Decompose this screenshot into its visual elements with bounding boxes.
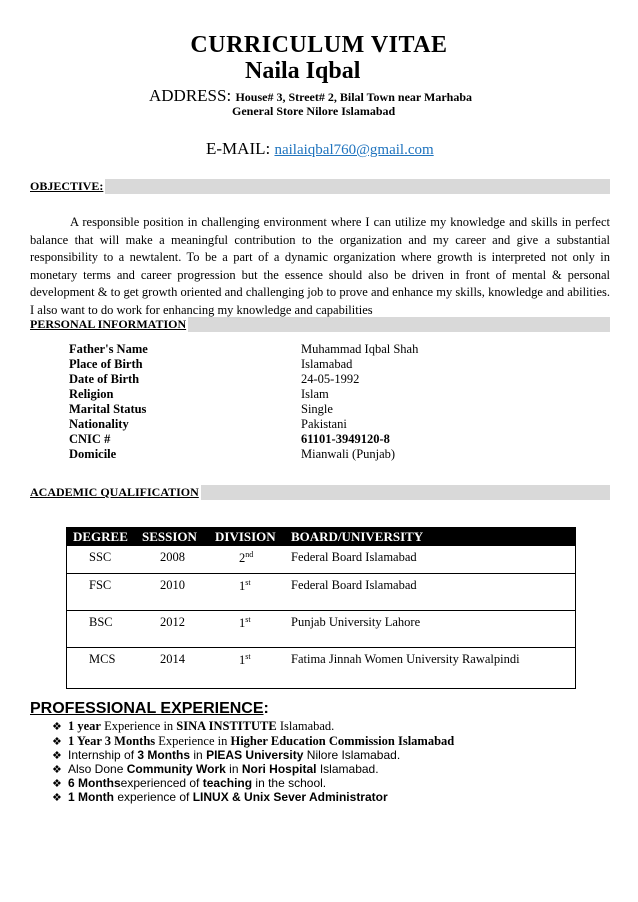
cell-session: 2014 — [160, 652, 185, 666]
personal-section-bar — [30, 317, 610, 332]
personal-label: Marital Status — [69, 402, 147, 416]
personal-value: Mianwali (Punjab) — [301, 447, 396, 461]
col-division: DIVISION — [215, 529, 276, 544]
academic-heading: ACADEMIC QUALIFICATION — [30, 485, 199, 499]
bullet-diamond-icon: ❖ — [52, 721, 62, 733]
personal-label: CNIC # — [69, 432, 111, 446]
experience-text: PIEAS University — [206, 748, 304, 762]
cell-degree: BSC — [89, 615, 113, 629]
candidate-name: Naila Iqbal — [245, 58, 361, 84]
address-line1: House# 3, Street# 2, Bilal Town near Marhaba — [235, 90, 473, 104]
experience-text: 3 Months — [137, 748, 191, 762]
experience-item — [52, 734, 454, 749]
experience-heading — [30, 700, 269, 718]
experience-text: experience of — [114, 790, 193, 804]
email-link[interactable]: nailaiqbal760@gmail.com — [274, 142, 434, 158]
cell-board: Fatima Jinnah Women University Rawalpindi — [291, 652, 520, 666]
personal-heading: PERSONAL INFORMATION — [30, 317, 187, 331]
personal-value: Islamabad — [301, 357, 353, 371]
table-row — [67, 610, 575, 648]
cell-board: Federal Board Islamabad — [291, 578, 417, 592]
cell-degree: SSC — [89, 550, 112, 564]
experience-text: 1 Month — [68, 790, 114, 804]
academic-table — [66, 527, 576, 689]
cell-division: 2nd — [239, 550, 254, 566]
experience-text: SINA INSTITUTE — [176, 719, 277, 733]
cell-session: 2012 — [160, 615, 185, 629]
bullet-diamond-icon: ❖ — [52, 764, 62, 776]
personal-label: Religion — [69, 387, 114, 401]
cell-division: 1st — [239, 578, 251, 594]
experience-text: LINUX & Unix Sever Administrator — [192, 790, 388, 804]
personal-value: 24-05-1992 — [301, 372, 360, 386]
document-title: CURRICULUM VITAE — [190, 32, 448, 58]
experience-text: 1 year — [68, 719, 101, 733]
experience-text: in the school. — [252, 776, 327, 790]
division-suffix: st — [245, 578, 251, 587]
bullet-diamond-icon: ❖ — [52, 750, 62, 762]
personal-label: Domicile — [69, 447, 117, 461]
cell-session: 2010 — [160, 578, 185, 592]
experience-text: 1 Year 3 Months — [68, 734, 156, 748]
email-label: E-MAIL: — [206, 139, 271, 158]
experience-heading-text: PROFESSIONAL EXPERIENCE — [30, 700, 264, 717]
personal-value: 61101-3949120-8 — [301, 432, 390, 446]
academic-section-bar — [30, 485, 610, 500]
objective-text: A responsible position in challenging environment where I can utilize my knowledge and skills in perfect balance that will make a meaningful contribution to the organization and my career and give a substantial responsibility to a newtalent. To be a part of a dynamic organization where growth is interpreted not only in monetary terms and career progression but the essence should also be driven in front of mental & personal development & to get growth oriented and challenging job to prove and enhance my skills, knowledge and abilities. I also want to do work for enhancing my knowledge and capabilities — [30, 215, 610, 317]
experience-heading-colon: : — [263, 700, 269, 717]
experience-text: Community Work — [126, 762, 226, 776]
cell-division: 1st — [239, 615, 251, 631]
experience-text: Higher Education Commission Islamabad — [230, 734, 455, 748]
personal-value: Single — [301, 402, 333, 416]
table-row — [67, 647, 575, 688]
personal-value: Muhammad Iqbal Shah — [301, 342, 419, 356]
objective-section-bar — [30, 179, 610, 194]
experience-text: experienced of — [120, 776, 203, 790]
experience-text: 6 Months — [68, 776, 121, 790]
cell-degree: FSC — [89, 578, 112, 592]
division-suffix: st — [245, 615, 251, 624]
bullet-diamond-icon: ❖ — [52, 736, 62, 748]
cell-division: 1st — [239, 652, 251, 668]
cell-board: Federal Board Islamabad — [291, 550, 417, 564]
personal-label: Father's Name — [69, 342, 148, 356]
cell-degree: MCS — [89, 652, 116, 666]
address-label: ADDRESS: — [149, 86, 232, 105]
table-row — [67, 546, 575, 573]
personal-value: Islam — [301, 387, 329, 401]
experience-text: Nilore Islamabad. — [303, 748, 401, 762]
bullet-diamond-icon: ❖ — [52, 778, 62, 790]
division-suffix: st — [245, 652, 251, 661]
division-suffix: nd — [245, 550, 254, 559]
experience-text: Also Done — [68, 762, 127, 776]
table-row — [67, 573, 575, 611]
personal-label: Date of Birth — [69, 372, 140, 386]
experience-text: Islamabad. — [316, 762, 379, 776]
experience-item — [52, 748, 400, 762]
bullet-diamond-icon: ❖ — [52, 792, 62, 804]
col-degree: DEGREE — [73, 529, 128, 544]
email-row — [206, 139, 434, 159]
col-session: SESSION — [142, 529, 197, 544]
academic-table-header — [67, 528, 575, 546]
experience-item — [52, 719, 334, 734]
experience-item — [52, 790, 388, 804]
personal-label: Place of Birth — [69, 357, 143, 371]
experience-text: in — [225, 762, 242, 776]
cell-session: 2008 — [160, 550, 185, 564]
cell-board: Punjab University Lahore — [291, 615, 421, 629]
experience-item — [52, 762, 379, 776]
personal-value: Pakistani — [301, 417, 347, 431]
address-line2: General Store Nilore Islamabad — [232, 104, 396, 118]
experience-text: Islamabad. — [276, 719, 335, 733]
objective-heading: OBJECTIVE: — [30, 179, 104, 193]
col-board: BOARD/UNIVERSITY — [291, 529, 424, 544]
experience-text: Experience in — [100, 719, 177, 733]
experience-text: teaching — [202, 776, 253, 790]
experience-text: Internship of — [68, 748, 138, 762]
experience-text: in — [190, 748, 207, 762]
experience-item — [52, 776, 326, 790]
personal-label: Nationality — [69, 417, 129, 431]
experience-text: Experience in — [155, 734, 231, 748]
experience-text: Nori Hospital — [241, 762, 317, 776]
address-row — [149, 86, 472, 106]
